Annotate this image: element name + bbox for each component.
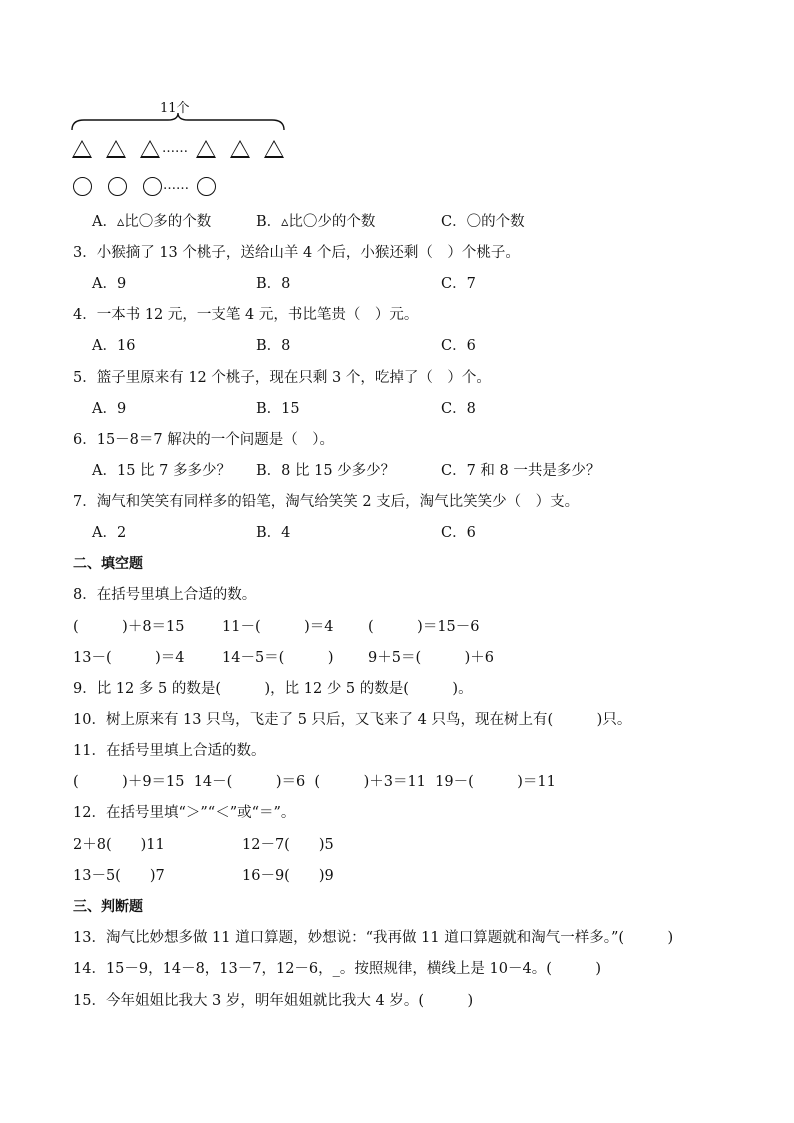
q5-stem: 5．篮子里原来有 12 个桃子，现在只剩 3 个，吃掉了（ ）个。 (73, 370, 491, 386)
circle-icon (108, 177, 127, 196)
q11-stem: 11．在括号里填上合适的数。 (73, 743, 266, 759)
triangle-icon (106, 140, 126, 158)
ellipsis: …… (162, 141, 188, 156)
q7-option-a[interactable]: A．2 (92, 525, 127, 541)
q3-option-a[interactable]: A．9 (92, 276, 127, 292)
q2-option-a[interactable]: A．▵比〇多的个数 (92, 214, 212, 230)
circle-icon (73, 177, 92, 196)
triangle-icon (230, 140, 250, 158)
q4-option-c[interactable]: C．6 (441, 338, 476, 354)
q12-stem: 12．在括号里填“＞”“＜”或“＝”。 (73, 805, 296, 821)
q12-compare[interactable]: 16－9( )9 (242, 868, 334, 884)
circle-icon (197, 177, 216, 196)
section-true-false-heading: 三、判断题 (73, 899, 143, 915)
q5-option-a[interactable]: A．9 (92, 401, 127, 417)
q8-blank[interactable]: 11－( )＝4 (222, 619, 334, 635)
q6-stem: 6．15－8＝7 解决的一个问题是（ ）。 (73, 432, 334, 448)
q12-compare[interactable]: 13－5( )7 (73, 868, 165, 884)
section-fill-in-heading: 二、填空题 (73, 556, 143, 572)
q13-stem[interactable]: 13．淘气比妙想多做 11 道口算题，妙想说：“我再做 11 道口算题就和淘气一样多。”( ) (73, 930, 674, 946)
triangle-icon (140, 140, 160, 158)
q8-blank[interactable]: ( )＋8＝15 (73, 619, 185, 635)
q8-blank[interactable]: 14－5＝( ) (222, 650, 334, 666)
q7-option-c[interactable]: C．6 (441, 525, 476, 541)
triangle-icon (264, 140, 284, 158)
brace-icon (70, 112, 286, 134)
q4-stem: 4．一本书 12 元，一支笔 4 元，书比笔贵（ ）元。 (73, 307, 419, 323)
q2-option-c[interactable]: C．〇的个数 (441, 214, 525, 230)
q7-stem: 7．淘气和笑笑有同样多的铅笔，淘气给笑笑 2 支后，淘气比笑笑少（ ）支。 (73, 494, 580, 510)
q14-stem[interactable]: 14．15－9，14－8，13－7，12－6，_。按照规律，横线上是 10－4。( ) (73, 961, 602, 977)
q12-compare[interactable]: 2＋8( )11 (73, 837, 165, 853)
q9-stem: 9．比 12 多 5 的数是( )，比 12 少 5 的数是( )。 (73, 681, 473, 697)
q8-stem: 8．在括号里填上合适的数。 (73, 587, 257, 603)
q3-option-b[interactable]: B．8 (256, 276, 291, 292)
triangle-icon (72, 140, 92, 158)
q6-option-c[interactable]: C．7 和 8 一共是多少？ (441, 463, 601, 479)
q4-option-a[interactable]: A．16 (92, 338, 136, 354)
count-label: 11个 (160, 101, 190, 116)
ellipsis: …… (163, 178, 189, 193)
triangle-icon (196, 140, 216, 158)
q3-option-c[interactable]: C．7 (441, 276, 476, 292)
q12-compare[interactable]: 12－7( )5 (242, 837, 334, 853)
q2-option-b[interactable]: B．▵比〇少的个数 (256, 214, 376, 230)
q3-stem: 3．小猴摘了 13 个桃子，送给山羊 4 个后，小猴还剩（ ）个桃子。 (73, 245, 520, 261)
circle-icon (143, 177, 162, 196)
q5-option-b[interactable]: B．15 (256, 401, 300, 417)
q5-option-c[interactable]: C．8 (441, 401, 476, 417)
q6-option-b[interactable]: B．8 比 15 少多少？ (256, 463, 396, 479)
q8-blank[interactable]: 9＋5＝( )＋6 (368, 650, 494, 666)
q4-option-b[interactable]: B．8 (256, 338, 291, 354)
q6-option-a[interactable]: A．15 比 7 多多少？ (92, 463, 231, 479)
q8-blank[interactable]: 13－( )＝4 (73, 650, 185, 666)
q8-blank[interactable]: ( )＝15－6 (368, 619, 480, 635)
q10-stem: 10．树上原来有 13 只鸟，飞走了 5 只后，又飞来了 4 只鸟，现在树上有( )只。 (73, 712, 632, 728)
q7-option-b[interactable]: B．4 (256, 525, 291, 541)
q11-blanks[interactable]: ( )＋9＝15 14－( )＝6 ( )＋3＝11 19－( )＝11 (73, 774, 556, 790)
q15-stem[interactable]: 15．今年姐姐比我大 3 岁，明年姐姐就比我大 4 岁。( ) (73, 993, 474, 1009)
